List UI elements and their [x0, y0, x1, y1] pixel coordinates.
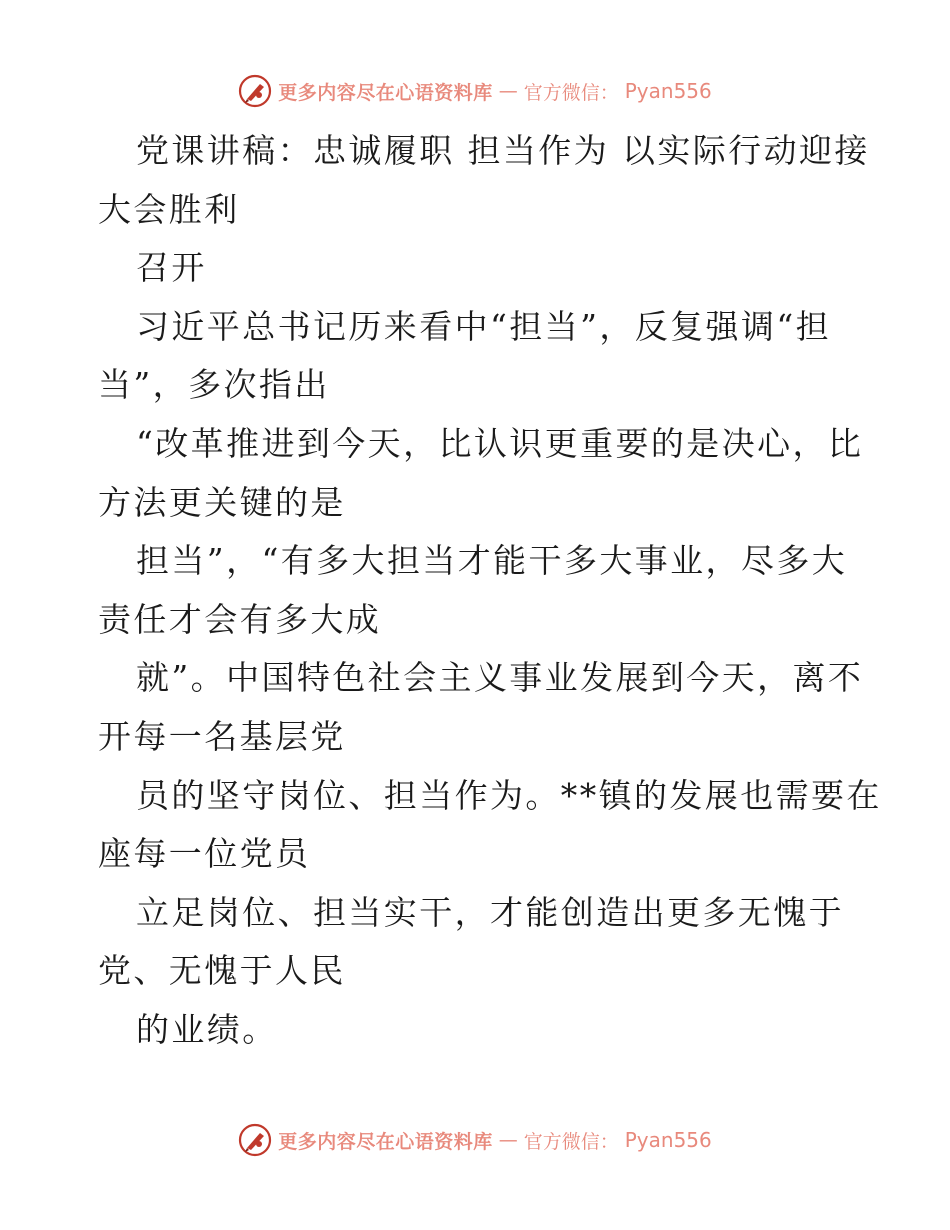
banner-wechat-label: 官方微信：: [523, 1130, 619, 1153]
text-line: “改革推进到今天，比认识更重要的是决心，比: [136, 423, 864, 463]
text-line: 大会胜利: [98, 189, 240, 229]
document-body: [98, 122, 882, 1060]
text-line: 就”。中国特色社会主义事业发展到今天，离不: [136, 658, 864, 698]
text-line: 召开: [136, 248, 207, 288]
text-line: 担当”，“有多大担当才能干多大事业，尽多大: [136, 541, 848, 581]
banner-wechat-id: Pyan556: [624, 79, 712, 103]
banner-dash: —: [498, 1129, 518, 1151]
banner-wechat-id: Pyan556: [624, 1128, 712, 1152]
text-line: 当”，多次指出: [98, 365, 330, 405]
text-line: 党、无愧于人民: [98, 951, 346, 991]
text-line: 责任才会有多大成: [98, 599, 382, 639]
banner-dash: —: [498, 80, 518, 102]
text-line: 党课讲稿：忠诚履职 担当作为 以实际行动迎接: [136, 131, 870, 170]
banner-site-text: 更多内容尽在心语资料库: [278, 1130, 493, 1153]
text-line: 开每一名基层党: [98, 716, 346, 756]
red-pen-seal-icon: [238, 1123, 272, 1157]
text-line: 立足岗位、担当实干，才能创造出更多无愧于: [136, 892, 844, 932]
text-line: 的业绩。: [136, 1009, 278, 1049]
red-pen-seal-icon: [238, 74, 272, 108]
banner-site-text: 更多内容尽在心语资料库: [278, 81, 493, 104]
footer-banner: [0, 1120, 950, 1160]
text-line: 习近平总书记历来看中“担当”，反复强调“担: [136, 306, 832, 346]
text-line: 员的坚守岗位、担当作为。**镇的发展也需要在: [136, 775, 882, 815]
banner-wechat-label: 官方微信：: [523, 81, 619, 104]
text-line: 方法更关键的是: [98, 482, 346, 522]
text-line: 座每一位党员: [98, 834, 311, 874]
header-banner: [0, 71, 950, 111]
